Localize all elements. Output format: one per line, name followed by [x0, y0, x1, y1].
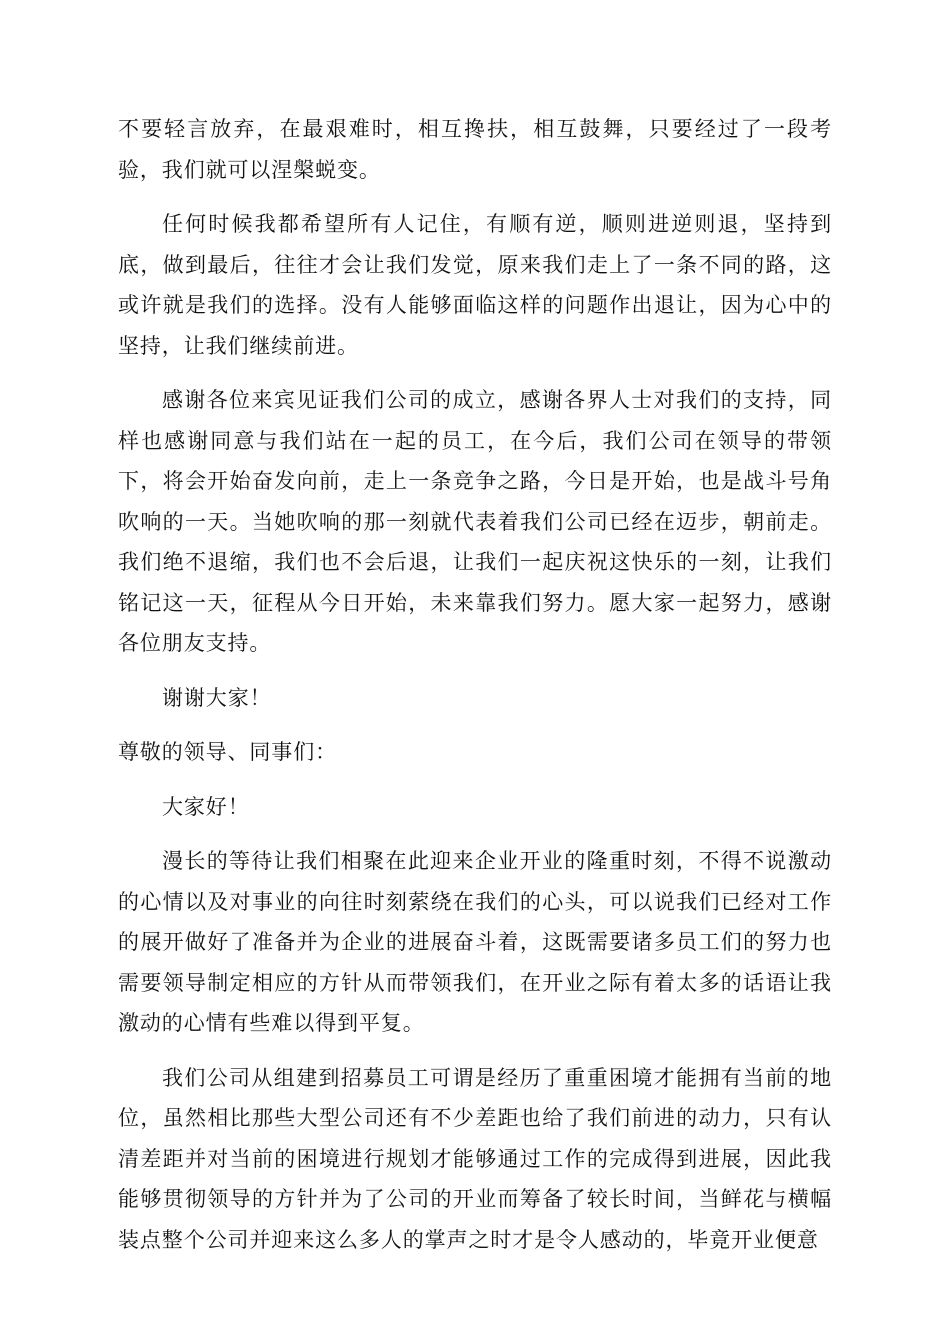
- paragraph-company-history: 我们公司从组建到招募员工可谓是经历了重重困境才能拥有当前的地位，虽然相比那些大型公司还有不少差距也给了我们前进的动力，只有认清差距并对当前的困境进行规划才能够通过工作的完成得到进展，因此我能够贯彻领导的方针并为了公司的开业而筹备了较长时间，当鲜花与横幅装点整个公司并迎来这么多人的掌声之时才是令人感动的，毕竟开业便意: [118, 1065, 832, 1252]
- greeting: 大家好！: [162, 794, 250, 819]
- paragraph-thank-you: 谢谢大家！: [162, 685, 272, 710]
- paragraph-opening-moment: 漫长的等待让我们相聚在此迎来企业开业的隆重时刻，不得不说激动的心情以及对事业的向往时刻萦绕在我们的心头，可以说我们已经对工作的展开做好了准备并为企业的进展奋斗着，这既需要诸多员工们的努力也需要领导制定相应的方针从而带领我们，在开业之际有着太多的话语让我激动的心情有些难以得到平复。: [118, 849, 832, 1035]
- paragraph-thanks-guests: 感谢各位来宾见证我们公司的成立，感谢各界人士对我们的支持，同样也感谢同意与我们站在一起的员工，在今后，我们公司在领导的带领下，将会开始奋发向前，走上一条竞争之路，今日是开始，也是战斗号角吹响的一天。当她吹响的那一刻就代表着我们公司已经在迈步，朝前走。我们绝不退缩，我们也不会后退，让我们一起庆祝这快乐的一刻，让我们铭记这一天，征程从今日开始，未来靠我们努力。愿大家一起努力，感谢各位朋友支持。: [118, 388, 832, 655]
- document-body: [118, 109, 832, 1274]
- paragraph-continuation: 不要轻言放弃，在最艰难时，相互搀扶，相互鼓舞，只要经过了一段考验，我们就可以涅槃蜕变。: [118, 117, 832, 182]
- paragraph-persistence: 任何时候我都希望所有人记住，有顺有逆，顺则进逆则退，坚持到底，做到最后，往往才会让我们发觉，原来我们走上了一条不同的路，这或许就是我们的选择。没有人能够面临这样的问题作出退让，因为心中的坚持，让我们继续前进。: [118, 212, 832, 358]
- salutation: 尊敬的领导、同事们：: [118, 740, 337, 764]
